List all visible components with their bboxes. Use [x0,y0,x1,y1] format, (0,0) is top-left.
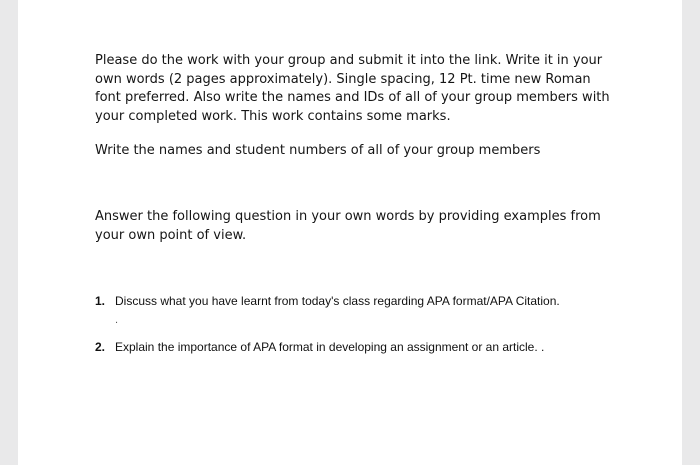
answer-instruction: Answer the following question in your own words by providing examples from your own point of view. [95,209,601,243]
document-page [18,0,682,465]
question-text: Explain the importance of APA format in developing an assignment or an article. . [115,340,545,354]
question-text: Discuss what you have learnt from today's class regarding APA format/APA Citation. [115,294,560,308]
question-number: 1. [95,294,106,308]
stray-dot: . [115,314,119,326]
question-number: 2. [95,340,106,354]
instructions-paragraph: Please do the work with your group and submit it into the link. Write it in your own words (2 pages approximately). Single spacing, 12 Pt. time new Roman font preferred. Also write the names and IDs of all of your group members with your completed work. This work contains some marks. [95,53,610,124]
question-item-2 [95,340,544,354]
group-members-instruction: Write the names and student numbers of all of your group members [95,143,541,158]
question-item-1 [95,294,560,308]
